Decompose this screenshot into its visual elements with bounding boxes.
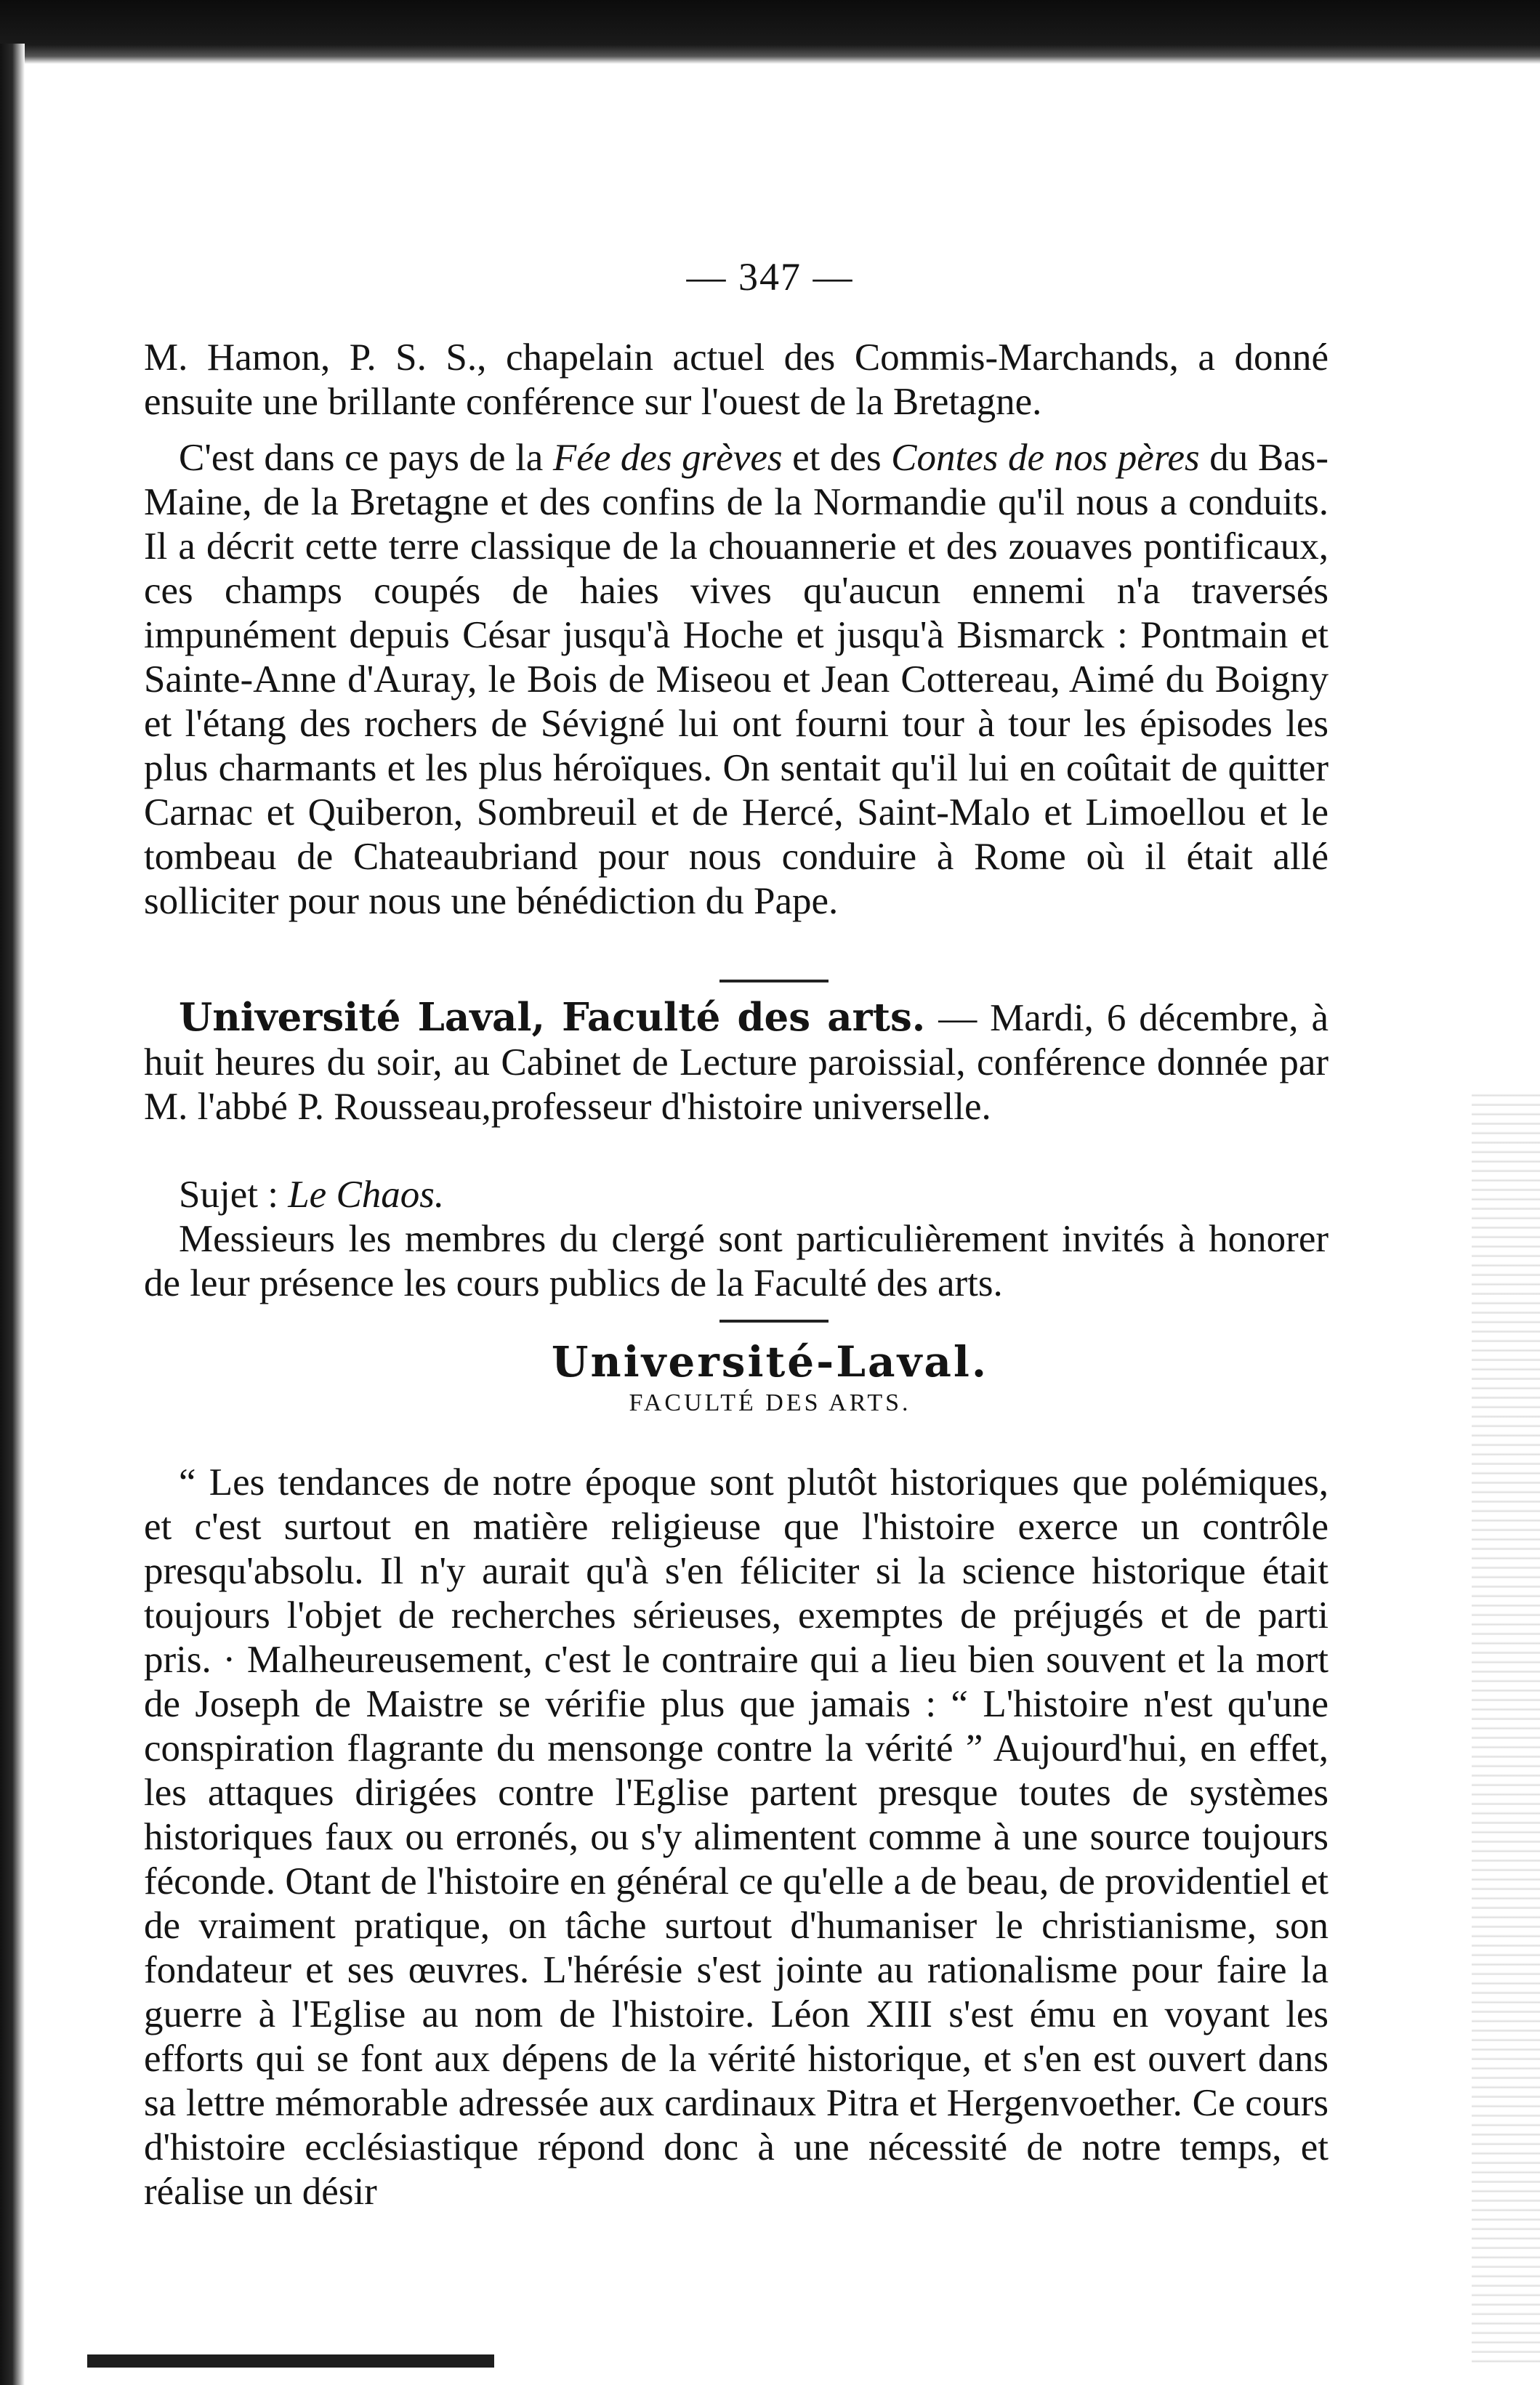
paragraph-announcement: [144, 996, 1329, 1129]
paragraph-bretagne-part1: C'est dans ce pays de la: [179, 437, 553, 479]
title-contes-de-nos-peres: Contes de nos pères: [891, 437, 1200, 479]
subject-value: Le Chaos.: [288, 1174, 445, 1216]
scan-border-top: [0, 0, 1540, 64]
paragraph-bretagne-part3: du Bas-Maine, de la Bretagne et des confins de la Normandie qu'il nous a conduits. Il a décrit cette terre classique de la chouannerie et des zouaves pontificaux, ces champs coupés de haies vives qu'aucun ennemi n'a traversés impunément depuis César jusqu'à Hoche et jusqu'à Bismarck : Pontmain et Sainte-Anne d'Auray, le Bois de Miseou et Jean Cottereau, Aimé du Boigny et l'étang des rochers de Sévigné lui ont fourni tour à tour les épisodes les plus charmants et les plus héroïques. On sentait qu'il lui en coûtait de quitter Carnac et Quiberon, Sombreuil et de Hercé, Saint-Malo et Limoellou et le tombeau de Chateaubriand pour nous conduire à Rome où il était allé solliciter pour nous une bénédiction du Pape.: [144, 437, 1329, 922]
scan-noise-right: [1472, 1090, 1540, 2369]
separator-rule-1: [719, 980, 829, 982]
scan-border-bottom: [87, 2354, 494, 2368]
section-title: Université-Laval.: [551, 1337, 989, 1387]
paragraph-hamon: M. Hamon, P. S. S., chapelain actuel des Commis-Marchands, a donné ensuite une brillante conférence sur l'ouest de la Bretagne.: [144, 336, 1329, 423]
separator-rule-2: [719, 1320, 829, 1323]
section-subtitle: FACULTÉ DES ARTS.: [629, 1389, 911, 1416]
paragraph-invitation: Messieurs les membres du clergé sont particulièrement invités à honorer de leur présence les cours publics de la Faculté des arts.: [144, 1218, 1329, 1304]
page-number: — 347 —: [686, 255, 854, 299]
paragraph-bretagne: [144, 436, 1329, 924]
announcement-heading: Université Laval, Faculté des arts.: [179, 995, 926, 1040]
subject-label: Sujet :: [179, 1174, 289, 1216]
paragraph-subject: [144, 1173, 1329, 1217]
paragraph-faculte-body: “ Les tendances de notre époque sont plutôt historiques que polémiques, et c'est surtout en matière religieuse que l'histoire exerce un contrôle presqu'absolu. Il n'y aurait qu'à s'en féliciter si la science historique était toujours l'objet de recherches sérieuses, exemptes de préjugés et de parti pris. · Malheureusement, c'est le contraire qui a lieu bien souvent et la mort de Joseph de Maistre se vérifie plus que jamais : “ L'histoire n'est qu'une conspiration flagrante du mensonge contre la vérité ” Aujourd'hui, en effet, les attaques dirigées contre l'Eglise partent presque toutes de systèmes historiques faux ou erronés, ou s'y alimentent comme à une source toujours féconde. Otant de l'histoire en général ce qu'elle a de beau, de providentiel et de vraiment pratique, on tâche surtout d'humaniser le christianisme, son fondateur et ses œuvres. L'hérésie s'est jointe au rationalisme pour faire la guerre à l'Eglise au nom de l'histoire. Léon XIII s'est ému en voyant les efforts qui se font aux dépens de la vérité historique, et s'en est ouvert dans sa lettre mémorable adressée aux cardinaux Pitra et Hergenvoether. Ce cours d'histoire ecclésiastique répond donc à une nécessité de notre temps, et réalise un désir: [144, 1461, 1329, 2213]
announcement-text: — Mardi, 6 décembre, à huit heures du soir, au Cabinet de Lecture paroissial, conférence donnée par M. l'abbé P. Rousseau,professeur d'histoire universelle.: [144, 997, 1329, 1128]
scan-border-left: [0, 44, 25, 2385]
paragraph-bretagne-part2: et des: [782, 437, 892, 479]
title-fee-des-greves: Fée des grèves: [552, 437, 783, 479]
